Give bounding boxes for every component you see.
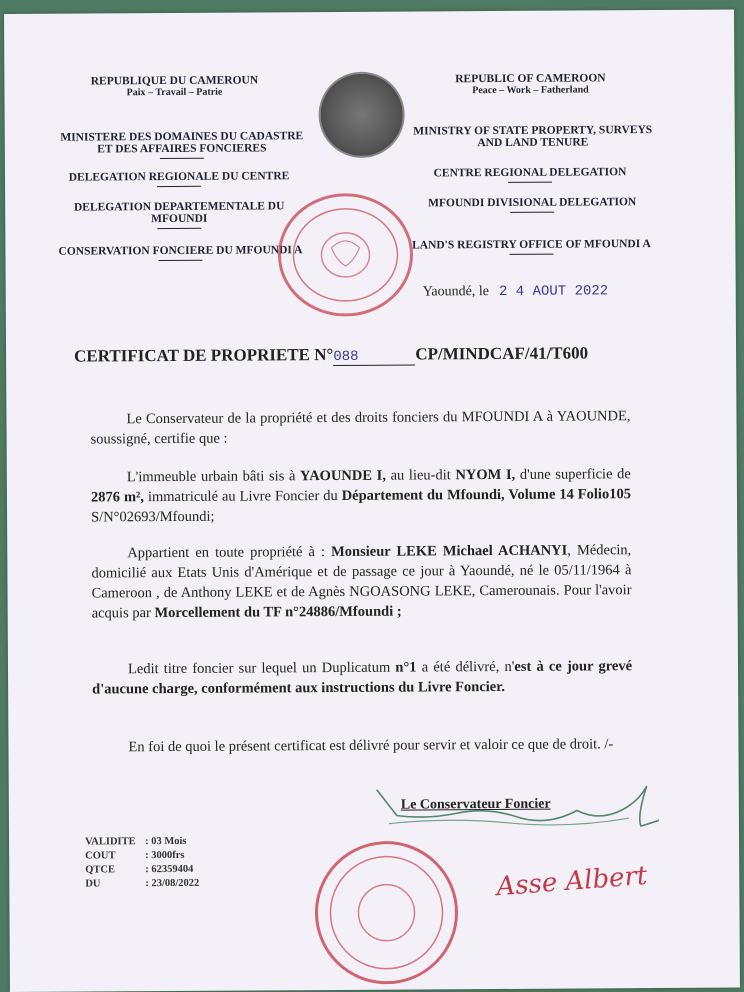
title-suffix: CP/MINDCAF/41/T600 bbox=[415, 343, 589, 364]
header-right-divisional bbox=[417, 196, 647, 213]
motto-en: Peace – Work – Fatherland bbox=[472, 84, 589, 97]
header-right-country bbox=[430, 72, 630, 97]
registry-en: LAND'S REGISTRY OFFICE OF MFOUNDI A bbox=[412, 238, 651, 252]
info-key: DU bbox=[85, 878, 101, 890]
header-left-divisional bbox=[61, 200, 297, 229]
info-key: VALIDITE bbox=[85, 836, 136, 848]
country-en: REPUBLIC OF CAMEROON bbox=[455, 72, 606, 86]
text: L'immeuble urbain bâti sis à bbox=[126, 468, 301, 486]
signature-scribble bbox=[369, 782, 659, 854]
bold-text: Morcellement du TF n°24886/Mfoundi ; bbox=[154, 603, 402, 622]
official-stamp-bottom bbox=[311, 837, 462, 988]
text: Ledit titre foncier sur lequel un Duplicatum bbox=[127, 659, 396, 678]
paragraph-owner bbox=[91, 540, 631, 623]
divider bbox=[160, 158, 204, 159]
info-row bbox=[85, 849, 199, 864]
paragraph-property bbox=[91, 464, 631, 527]
text: Appartient en toute propriété à : bbox=[127, 544, 332, 562]
header-left-ministry bbox=[51, 130, 313, 160]
paragraph-intro bbox=[90, 406, 630, 449]
text: S/N°02693/Mfoundi; bbox=[91, 508, 215, 526]
text: d'une superficie de bbox=[515, 466, 631, 483]
signer-title: Le Conservateur Foncier bbox=[400, 796, 551, 813]
divider bbox=[157, 186, 201, 187]
ministry-fr-line1: MINISTERE DES DOMAINES DU CADASTRE bbox=[60, 130, 304, 144]
divider bbox=[510, 212, 554, 213]
divisional-fr-line1: DELEGATION DEPARTEMENTALE DU bbox=[73, 200, 285, 214]
date-place: Yaoundé, le bbox=[422, 284, 490, 300]
coat-of-arms-emblem bbox=[318, 72, 405, 159]
certificate-page bbox=[4, 10, 740, 992]
text: immatriculé au Livre Foncier du bbox=[143, 487, 342, 506]
ministry-en-line1: MINISTRY OF STATE PROPERTY, SURVEYS bbox=[413, 124, 653, 138]
text: au lieu-dit bbox=[385, 467, 456, 484]
divisional-en: MFOUNDI DIVISIONAL DELEGATION bbox=[428, 196, 637, 210]
info-row bbox=[85, 835, 199, 850]
info-value: : 03 Mois bbox=[145, 835, 187, 848]
divider bbox=[509, 254, 553, 255]
bold-text: YAOUNDE I, bbox=[299, 467, 386, 485]
certificate-info bbox=[85, 835, 199, 892]
header-right-ministry bbox=[405, 124, 661, 150]
intro-text: Le Conservateur de la propriété et des droits fonciers du MFOUNDI A à YAOUNDE, soussigné, certifie que : bbox=[90, 408, 631, 448]
ministry-fr-line2: ET DES AFFAIRES FONCIERES bbox=[97, 142, 267, 156]
header-left-country bbox=[74, 74, 274, 99]
header-right-regional bbox=[425, 166, 635, 183]
date-stamp: 2 4 AOUT 2022 bbox=[498, 283, 609, 300]
bold-text: Département du Mfoundi, Volume 14 Folio105 bbox=[341, 486, 631, 504]
paragraph-title-status bbox=[92, 656, 632, 699]
bold-text: est à ce jour grevé d'aucune charge, conformément aux instructions du Livre Foncier. bbox=[92, 658, 633, 698]
paragraph-closing bbox=[92, 734, 632, 757]
divider bbox=[508, 182, 552, 183]
info-value: : 23/08/2022 bbox=[145, 877, 200, 890]
info-value: : 3000frs bbox=[145, 849, 185, 862]
info-row bbox=[85, 863, 199, 878]
issue-date bbox=[423, 283, 609, 300]
divider bbox=[157, 228, 201, 229]
header-left-regional bbox=[61, 170, 297, 187]
text: , Médecin, domicilié aux Etats Unis d'Amérique et de passage ce jour à Yaoundé, né le 05/11/1964 à Cameroon , de Anthony LEKE et de Agnès NGOASONG LEKE, Camerounais. Pour l'avoir acquis par bbox=[91, 542, 632, 622]
closing-text: En foi de quoi le présent certificat est délivré pour servir et valoir ce que de droit. /- bbox=[128, 736, 614, 756]
divider bbox=[159, 260, 203, 261]
divisional-fr-line2: MFOUNDI bbox=[151, 212, 208, 226]
info-key: QTCE bbox=[85, 864, 116, 876]
info-key: COUT bbox=[85, 850, 116, 862]
bold-text: 2876 m², bbox=[90, 489, 145, 506]
regional-en: CENTRE REGIONAL DELEGATION bbox=[433, 166, 627, 180]
ministry-en-line2: AND LAND TENURE bbox=[477, 136, 589, 150]
official-stamp-top bbox=[275, 189, 416, 320]
text: a été délivré, n' bbox=[416, 658, 515, 676]
motto-fr: Paix – Travail – Patrie bbox=[126, 86, 223, 99]
certificate-number: 088 bbox=[333, 348, 415, 366]
certificate-title bbox=[74, 343, 588, 367]
registry-fr: CONSERVATION FONCIERE DU MFOUNDI A bbox=[58, 244, 303, 258]
country-fr: REPUBLIQUE DU CAMEROUN bbox=[90, 74, 259, 88]
header-right-registry bbox=[403, 238, 659, 256]
info-value: : 62359404 bbox=[145, 863, 194, 876]
handwritten-signature-name: Asse Albert bbox=[495, 860, 649, 903]
title-prefix: CERTIFICAT DE PROPRIETE N° bbox=[74, 344, 334, 366]
info-row bbox=[85, 877, 199, 892]
owner-name: Monsieur LEKE Michael ACHANYI bbox=[331, 542, 568, 561]
regional-fr: DELEGATION REGIONALE DU CENTRE bbox=[68, 170, 290, 184]
bold-text: n°1 bbox=[395, 659, 417, 676]
bold-text: NYOM I, bbox=[455, 466, 516, 484]
